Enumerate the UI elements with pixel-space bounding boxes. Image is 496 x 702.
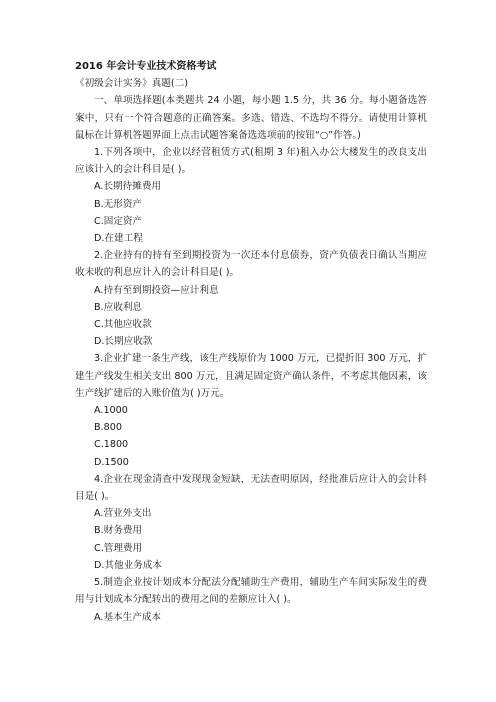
question-3-option-c: C.1800 — [94, 439, 129, 451]
question-4-option-b: B.财务费用 — [94, 525, 143, 537]
question-2-option-b: B.应收利息 — [94, 301, 143, 313]
exam-subtitle: 《初级会计实务》真题(二) — [75, 78, 189, 90]
question-2-option-d: D.长期应收款 — [94, 336, 153, 348]
question-3-option-b: B.800 — [94, 422, 122, 434]
question-1-option-b: B.无形资产 — [94, 198, 143, 210]
question-1-option-c: C.固定资产 — [94, 215, 143, 227]
question-4-stem: 4.企业在现金清查中发现现金短缺，无法查明原因，经批准后应计入的会计科目是( )。 — [75, 473, 427, 503]
question-4-option-a: A.营业外支出 — [94, 508, 152, 520]
question-2-option-a: A.持有至到期投资—应计利息 — [94, 284, 219, 296]
question-2-option-c: C.其他应收款 — [94, 319, 152, 331]
question-4-option-c: C.管理费用 — [94, 542, 143, 554]
question-3-option-a: A.1000 — [94, 405, 128, 417]
question-1-stem: 1.下列各项中，企业以经营租赁方式(租期 3 年)租入办公大楼发生的改良支出应该计入的会计科目是( )。 — [75, 147, 427, 176]
question-1-option-a: A.长期待摊费用 — [94, 181, 162, 193]
document-page — [75, 58, 427, 626]
question-4-option-d: D.其他业务成本 — [94, 559, 162, 571]
question-5-stem: 5.制造企业按计划成本分配法分配辅助生产费用，辅助生产车间实际发生的费用与计划成本分配转出的费用之间的差额应计入( )。 — [75, 577, 427, 606]
question-3-option-d: D.1500 — [94, 456, 129, 468]
question-5-option-a: A.基本生产成本 — [94, 611, 162, 623]
question-1-option-d: D.在建工程 — [94, 233, 143, 245]
exam-title: 2016 年会计专业技术资格考试 — [75, 61, 217, 72]
section-instructions: 一、单项选择题(本类题共 24 小题，每小题 1.5 分，共 36 分。每小题备选答案中，只有一个符合题意的正确答案。多选、错选、不选均不得分。请使用计算机鼠标在计算机答题界面上点击试题答案备选选项前的按钮“○”作答。) — [75, 95, 427, 141]
question-3-stem: 3.企业扩建一条生产线，该生产线原价为 1000 万元，已提折旧 300 万元，扩建生产线发生相关支出 800 万元，且满足固定资产确认条件，不考虑其他因素，该生产线扩建后的入账价值为( )万元。 — [75, 353, 427, 399]
question-2-stem: 2.企业持有的持有至到期投资为一次还本付息债券，资产负债表日确认当期应收未收的利息应计入的会计科目是( )。 — [75, 250, 427, 279]
